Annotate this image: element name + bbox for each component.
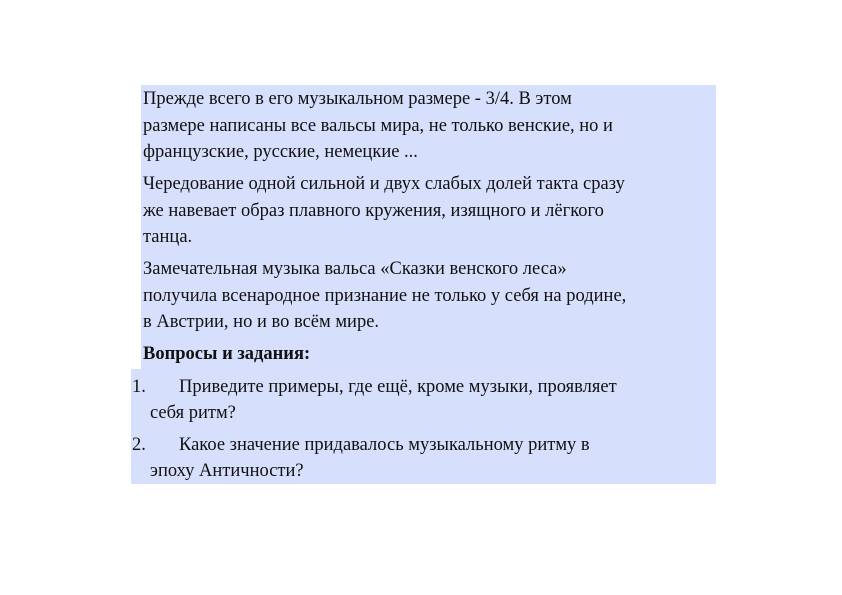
question-2-line1: Какое значение придавалось музыкальному ритму в	[179, 435, 590, 455]
paragraph-beat-alternation: Чередование одной сильной и двух слабых долей такта сразу же навевает образ плавного кружения, изящного и лёгкого танца.	[143, 174, 625, 247]
question-1-line1: Приведите примеры, где ещё, кроме музыки, проявляет	[179, 377, 617, 397]
question-2-number: 2.	[132, 435, 146, 455]
paragraph-vienna-woods: Замечательная музыка вальса «Сказки венского леса» получила всенародное признание не только у себя на родине, в Австрии, но и во всём мире.	[143, 259, 627, 332]
paragraph-waltz-meter: Прежде всего в его музыкальном размере - 3/4. В этом размере написаны все вальсы мира, не только венские, но и французские, русские, немецкие ...	[143, 89, 613, 162]
question-1-line2: себя ритм?	[150, 403, 236, 423]
question-2-line2: эпоху Античности?	[150, 461, 304, 481]
question-1-number: 1.	[132, 377, 146, 397]
questions-heading: Вопросы и задания:	[143, 344, 311, 364]
